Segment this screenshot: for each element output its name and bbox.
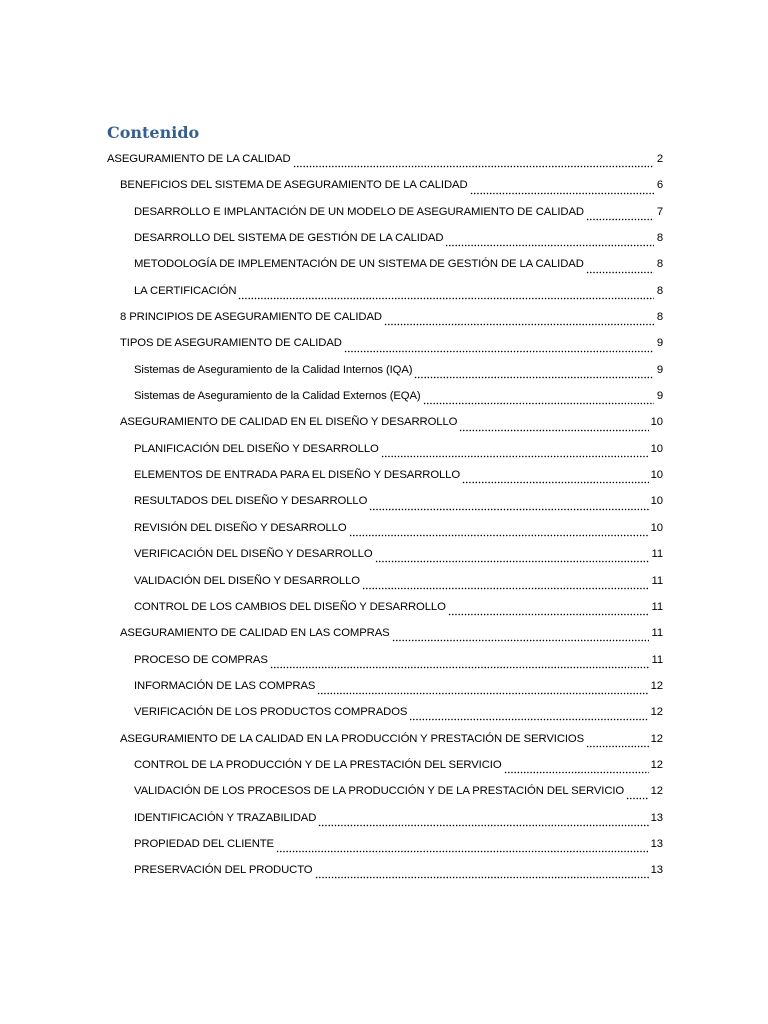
toc-entry-title[interactable]: VALIDACIÓN DEL DISEÑO Y DESARROLLO (134, 574, 360, 587)
toc-entry-page-number[interactable]: 12 (650, 706, 663, 719)
toc-dot-leader (586, 736, 649, 748)
toc-dot-leader (409, 709, 648, 721)
toc-entry-page-number[interactable]: 12 (650, 785, 663, 798)
toc-entry-title[interactable]: DESARROLLO E IMPLANTACIÓN DE UN MODELO DE ASEGURAMIENTO DE CALIDAD (134, 205, 584, 218)
toc-entry-title[interactable]: TIPOS DE ASEGURAMIENTO DE CALIDAD (120, 337, 342, 350)
toc-entry-title[interactable]: ASEGURAMIENTO DE LA CALIDAD EN LA PRODUCCIÓN Y PRESTACIÓN DE SERVICIOS (120, 732, 585, 745)
toc-entry-title[interactable]: METODOLOGÍA DE IMPLEMENTACIÓN DE UN SISTEMA DE GESTIÓN DE LA CALIDAD (134, 258, 584, 271)
toc-dot-leader (375, 551, 650, 563)
toc-entry-page-number[interactable]: 12 (650, 758, 663, 771)
toc-dot-leader (362, 578, 650, 590)
toc-entry-page-number[interactable]: 11 (651, 548, 663, 561)
toc-dot-leader (318, 815, 648, 827)
toc-entry-title[interactable]: ELEMENTOS DE ENTRADA PARA EL DISEÑO Y DESARROLLO (134, 469, 461, 482)
toc-entry-title[interactable]: PRESERVACIÓN DEL PRODUCTO (134, 864, 313, 877)
toc-dot-leader (470, 183, 654, 195)
toc-dot-leader (586, 209, 654, 221)
toc-dot-leader (586, 262, 654, 274)
toc-entry[interactable] (134, 383, 663, 409)
toc-entry-page-number[interactable]: 13 (650, 811, 663, 824)
toc-entry-page-number[interactable]: 10 (650, 521, 663, 534)
toc-entry-title[interactable]: REVISIÓN DEL DISEÑO Y DESARROLLO (134, 521, 347, 534)
toc-entry-page-number[interactable]: 9 (656, 363, 663, 376)
toc-entry[interactable] (134, 357, 663, 383)
toc-entry-page-number[interactable]: 10 (650, 442, 663, 455)
toc-entry-page-number[interactable]: 9 (656, 337, 663, 350)
toc-dot-leader (270, 657, 650, 669)
toc-dot-leader (459, 420, 648, 432)
toc-entry-page-number[interactable]: 2 (656, 153, 663, 165)
toc-list (107, 146, 663, 884)
toc-dot-leader (344, 341, 654, 353)
toc-entry-page-number[interactable]: 11 (651, 574, 663, 587)
toc-entry-title[interactable]: LA CERTIFICACIÓN (134, 284, 237, 297)
toc-entry-page-number[interactable]: 13 (650, 837, 663, 850)
toc-entry[interactable] (107, 146, 663, 172)
toc-entry-title[interactable]: VERIFICACIÓN DEL DISEÑO Y DESARROLLO (134, 548, 373, 561)
toc-entry[interactable] (134, 778, 663, 804)
toc-entry[interactable] (120, 409, 663, 435)
toc-entry-page-number[interactable]: 8 (656, 258, 663, 271)
toc-entry-page-number[interactable]: 9 (656, 390, 663, 403)
toc-entry-page-number[interactable]: 7 (656, 205, 663, 218)
toc-entry[interactable] (134, 278, 663, 304)
toc-entry[interactable] (120, 330, 663, 356)
toc-entry[interactable] (134, 251, 663, 277)
toc-entry-page-number[interactable]: 10 (650, 469, 663, 482)
toc-entry[interactable] (134, 805, 663, 831)
toc-entry-title[interactable]: ASEGURAMIENTO DE LA CALIDAD (107, 153, 291, 165)
toc-entry-title[interactable]: RESULTADOS DEL DISEÑO Y DESARROLLO (134, 495, 368, 508)
toc-entry-title[interactable]: VALIDACIÓN DE LOS PROCESOS DE LA PRODUCCIÓN Y DE LA PRESTACIÓN DEL SERVICIO (134, 785, 625, 798)
toc-entry[interactable] (134, 831, 663, 857)
toc-entry[interactable] (134, 436, 663, 462)
toc-heading: Contenido (107, 123, 200, 142)
toc-dot-leader (315, 867, 649, 879)
toc-entry[interactable] (120, 726, 663, 752)
toc-entry[interactable] (134, 515, 663, 541)
toc-entry-title[interactable]: PLANIFICACIÓN DEL DISEÑO Y DESARROLLO (134, 442, 379, 455)
toc-entry-page-number[interactable]: 11 (651, 653, 663, 666)
toc-entry[interactable] (134, 699, 663, 725)
toc-dot-leader (414, 367, 654, 379)
toc-entry-title[interactable]: 8 PRINCIPIOS DE ASEGURAMIENTO DE CALIDAD (120, 311, 382, 324)
toc-entry-page-number[interactable]: 13 (650, 864, 663, 877)
toc-dot-leader (238, 288, 654, 300)
toc-entry[interactable] (134, 568, 663, 594)
toc-entry-title[interactable]: IDENTIFICACIÓN Y TRAZABILIDAD (134, 811, 317, 824)
toc-dot-leader (626, 788, 649, 800)
toc-entry-title[interactable]: ASEGURAMIENTO DE CALIDAD EN EL DISEÑO Y DESARROLLO (120, 416, 458, 429)
toc-entry-title[interactable]: VERIFICACIÓN DE LOS PRODUCTOS COMPRADOS (134, 706, 408, 719)
toc-entry[interactable] (134, 752, 663, 778)
toc-entry-title[interactable]: ASEGURAMIENTO DE CALIDAD EN LAS COMPRAS (120, 627, 390, 640)
toc-entry-title[interactable]: INFORMACIÓN DE LAS COMPRAS (134, 679, 316, 692)
toc-entry[interactable] (120, 304, 663, 330)
toc-dot-leader (448, 604, 650, 616)
toc-entry-title[interactable]: PROPIEDAD DEL CLIENTE (134, 837, 274, 850)
toc-entry[interactable] (134, 857, 663, 883)
toc-entry-page-number[interactable]: 8 (656, 284, 663, 297)
toc-entry-title[interactable]: CONTROL DE LOS CAMBIOS DEL DISEÑO Y DESARROLLO (134, 600, 446, 613)
table-of-contents (107, 120, 663, 884)
toc-entry-page-number[interactable]: 11 (651, 627, 663, 640)
toc-entry-page-number[interactable]: 8 (656, 311, 663, 324)
toc-entry-page-number[interactable]: 8 (656, 232, 663, 245)
toc-entry[interactable] (134, 541, 663, 567)
toc-entry[interactable] (134, 673, 663, 699)
toc-dot-leader (293, 156, 654, 168)
toc-entry-page-number[interactable]: 6 (656, 179, 663, 192)
toc-entry[interactable] (134, 462, 663, 488)
toc-entry[interactable] (134, 594, 663, 620)
toc-entry[interactable] (120, 172, 663, 198)
toc-entry-title[interactable]: Sistemas de Aseguramiento de la Calidad Internos (IQA) (134, 363, 413, 376)
toc-dot-leader (504, 762, 649, 774)
toc-entry-page-number[interactable]: 11 (651, 600, 663, 613)
toc-entry-title[interactable]: CONTROL DE LA PRODUCCIÓN Y DE LA PRESTACIÓN DEL SERVICIO (134, 758, 502, 771)
toc-dot-leader (349, 525, 649, 537)
toc-entry-page-number[interactable]: 10 (650, 416, 663, 429)
toc-dot-leader (381, 446, 649, 458)
toc-dot-leader (276, 841, 649, 853)
toc-entry-title[interactable]: DESARROLLO DEL SISTEMA DE GESTIÓN DE LA CALIDAD (134, 232, 444, 245)
toc-dot-leader (462, 472, 649, 484)
toc-entry[interactable] (134, 647, 663, 673)
toc-entry[interactable] (134, 488, 663, 514)
toc-entry-page-number[interactable]: 10 (650, 495, 663, 508)
toc-entry-page-number[interactable]: 12 (650, 679, 663, 692)
toc-dot-leader (369, 499, 648, 511)
toc-entry[interactable] (134, 199, 663, 225)
toc-dot-leader (384, 314, 654, 326)
toc-dot-leader (445, 235, 654, 247)
toc-dot-leader (392, 630, 650, 642)
toc-entry[interactable] (134, 225, 663, 251)
toc-entry-title[interactable]: BENEFICIOS DEL SISTEMA DE ASEGURAMIENTO DE LA CALIDAD (120, 179, 468, 192)
toc-dot-leader (423, 393, 654, 405)
toc-dot-leader (317, 683, 648, 695)
toc-entry-title[interactable]: PROCESO DE COMPRAS (134, 653, 268, 666)
toc-entry[interactable] (120, 620, 663, 646)
toc-entry-title[interactable]: Sistemas de Aseguramiento de la Calidad Externos (EQA) (134, 390, 421, 403)
toc-entry-page-number[interactable]: 12 (650, 732, 663, 745)
